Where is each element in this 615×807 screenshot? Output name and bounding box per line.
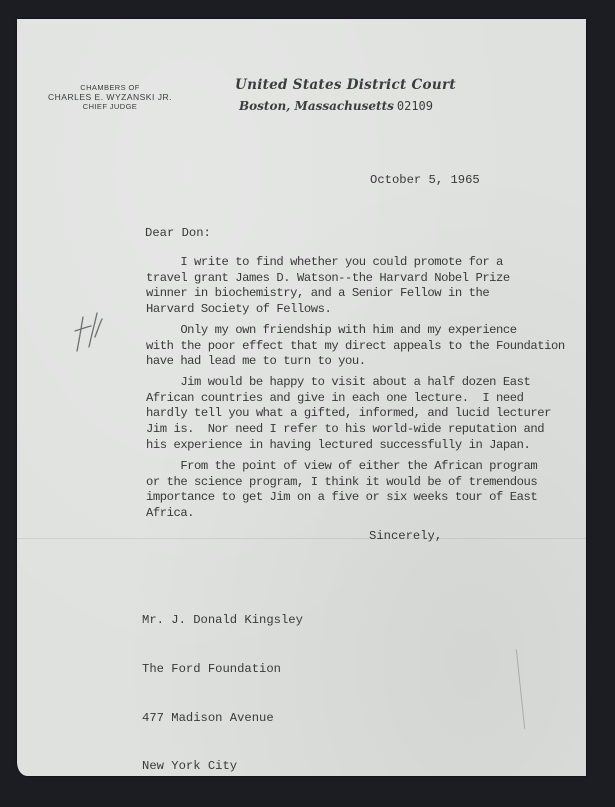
letter-date: October 5, 1965	[370, 173, 480, 187]
salutation: Dear Don:	[145, 226, 211, 240]
letter-page	[17, 19, 586, 776]
paragraph-3: Jim would be happy to visit about a half dozen East African countries and give in each one lecture. I need hardly tell you what a gifted, informed, and lucid lecturer Jim is. Nor need I refer to his world-wide reputation and his experience in having lectured successfully in Japan.	[146, 375, 551, 452]
judge-title: CHIEF JUDGE	[82, 102, 138, 111]
judge-name: CHARLES E. WYZANSKI JR.	[48, 91, 172, 102]
court-zip: 02109	[396, 99, 433, 113]
closing: Sincerely,	[369, 529, 443, 543]
paragraph-1: I write to find whether you could promote for a travel grant James D. Watson--the Harvard Nobel Prize winner in biochemistry, and a Senior Fellow in the Harvard Society of Fellows.	[146, 255, 510, 317]
pencil-stroke	[516, 649, 525, 729]
paragraph-4: From the point of view of either the African program or the science program, I think it would be of tremendous importance to get Jim on a five or six weeks tour of East Africa.	[146, 459, 538, 521]
court-address	[239, 99, 433, 113]
recipient-city: New York City	[142, 759, 238, 774]
chambers-label: CHAMBERS OF	[80, 83, 140, 92]
recipient-street: 477 Madison Avenue	[142, 710, 274, 725]
chambers-block	[45, 83, 175, 112]
court-city: Boston, Massachusetts	[239, 99, 394, 113]
court-name: United States District Court	[235, 77, 456, 93]
recipient-address	[142, 580, 303, 807]
recipient-name: Mr. J. Donald Kingsley	[142, 613, 303, 628]
handwritten-annotation	[69, 307, 109, 357]
fold-crease	[17, 538, 586, 539]
recipient-organization: The Ford Foundation	[142, 662, 281, 677]
paragraph-2: Only my own friendship with him and my experience with the poor effect that my direct appeals to the Foundation have had lead me to turn to you.	[146, 323, 565, 369]
